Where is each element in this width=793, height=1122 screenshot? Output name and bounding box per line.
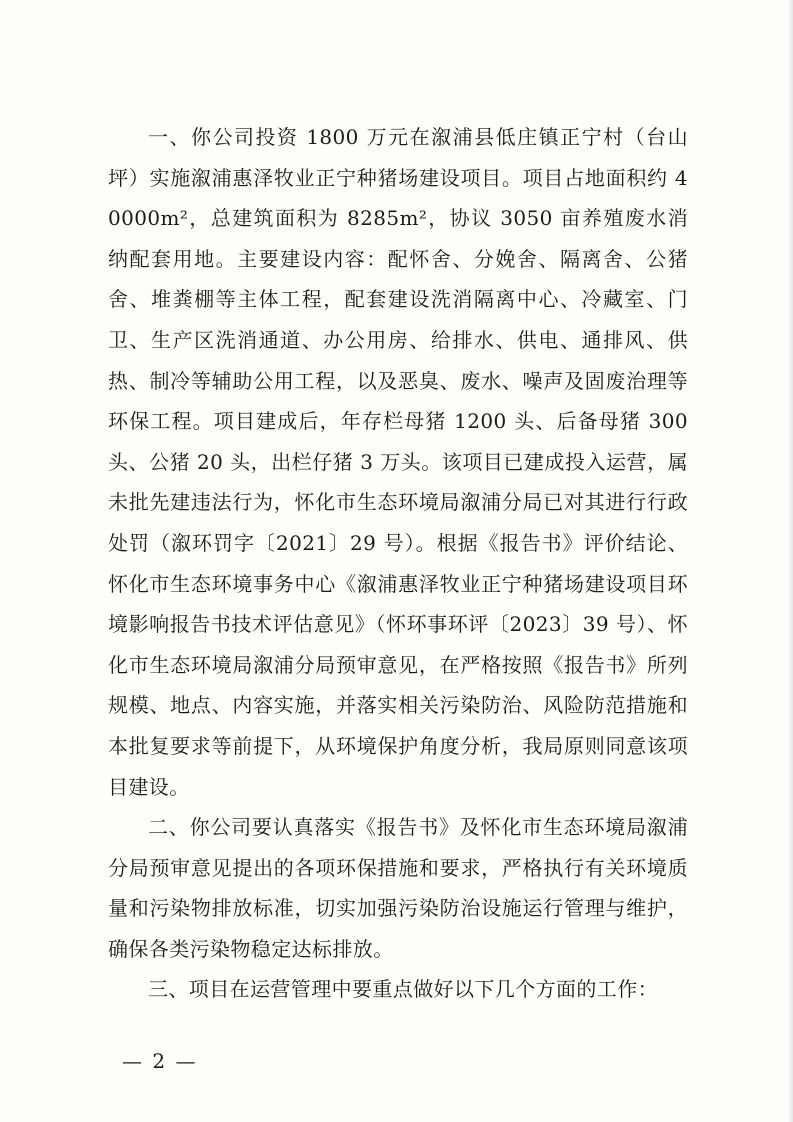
- page-number: — 2 —: [122, 1049, 198, 1073]
- paragraph-project-overview: 一、你公司投资 1800 万元在溆浦县低庄镇正宁村（台山坪）实施溆浦惠泽牧业正宁种猪场建设项目。项目占地面积约 40000m²，总建筑面积为 8285m²，协议 3050 亩养殖废水消纳配套用地。主要建设内容：配怀舍、分娩舍、隔离舍、公猪舍、堆粪棚等主体工程，配套建设洗消隔离中心、冷藏室、门卫、生产区洗消通道、办公用房、给排水、供电、通排风、供热、制冷等辅助公用工程，以及恶臭、废水、噪声及固废治理等环保工程。项目建成后，年存栏母猪 1200 头、后备母猪 300 头、公猪 20 头，出栏仔猪 3 万头。该项目已建成投入运营，属未批先建违法行为，怀化市生态环境局溆浦分局已对其进行行政处罚（溆环罚字〔2021〕29 号）。根据《报告书》评价结论、怀化市生态环境事务中心《溆浦惠泽牧业正宁种猪场建设项目环境影响报告书技术评估意见》（怀环事环评〔2023〕39 号）、怀化市生态环境局溆浦分局预审意见，在严格按照《报告书》所列规模、地点、内容实施，并落实相关污染防治、风险防范措施和本批复要求等前提下，从环境保护角度分析，我局原则同意该项目建设。: [108, 125, 688, 799]
- document-body: [108, 117, 688, 1010]
- page-edge-shadow: [787, 0, 793, 1122]
- paragraph-operations-heading: 三、项目在运营管理中要重点做好以下几个方面的工作：: [148, 977, 658, 1002]
- paragraph-environmental-measures: 二、你公司要认真落实《报告书》及怀化市生态环境局溆浦分局预审意见提出的各项环保措施和要求，严格执行有关环境质量和污染物排放标准，切实加强污染防治设施运行管理与维护，确保各类污染物稳定达标排放。: [108, 815, 688, 961]
